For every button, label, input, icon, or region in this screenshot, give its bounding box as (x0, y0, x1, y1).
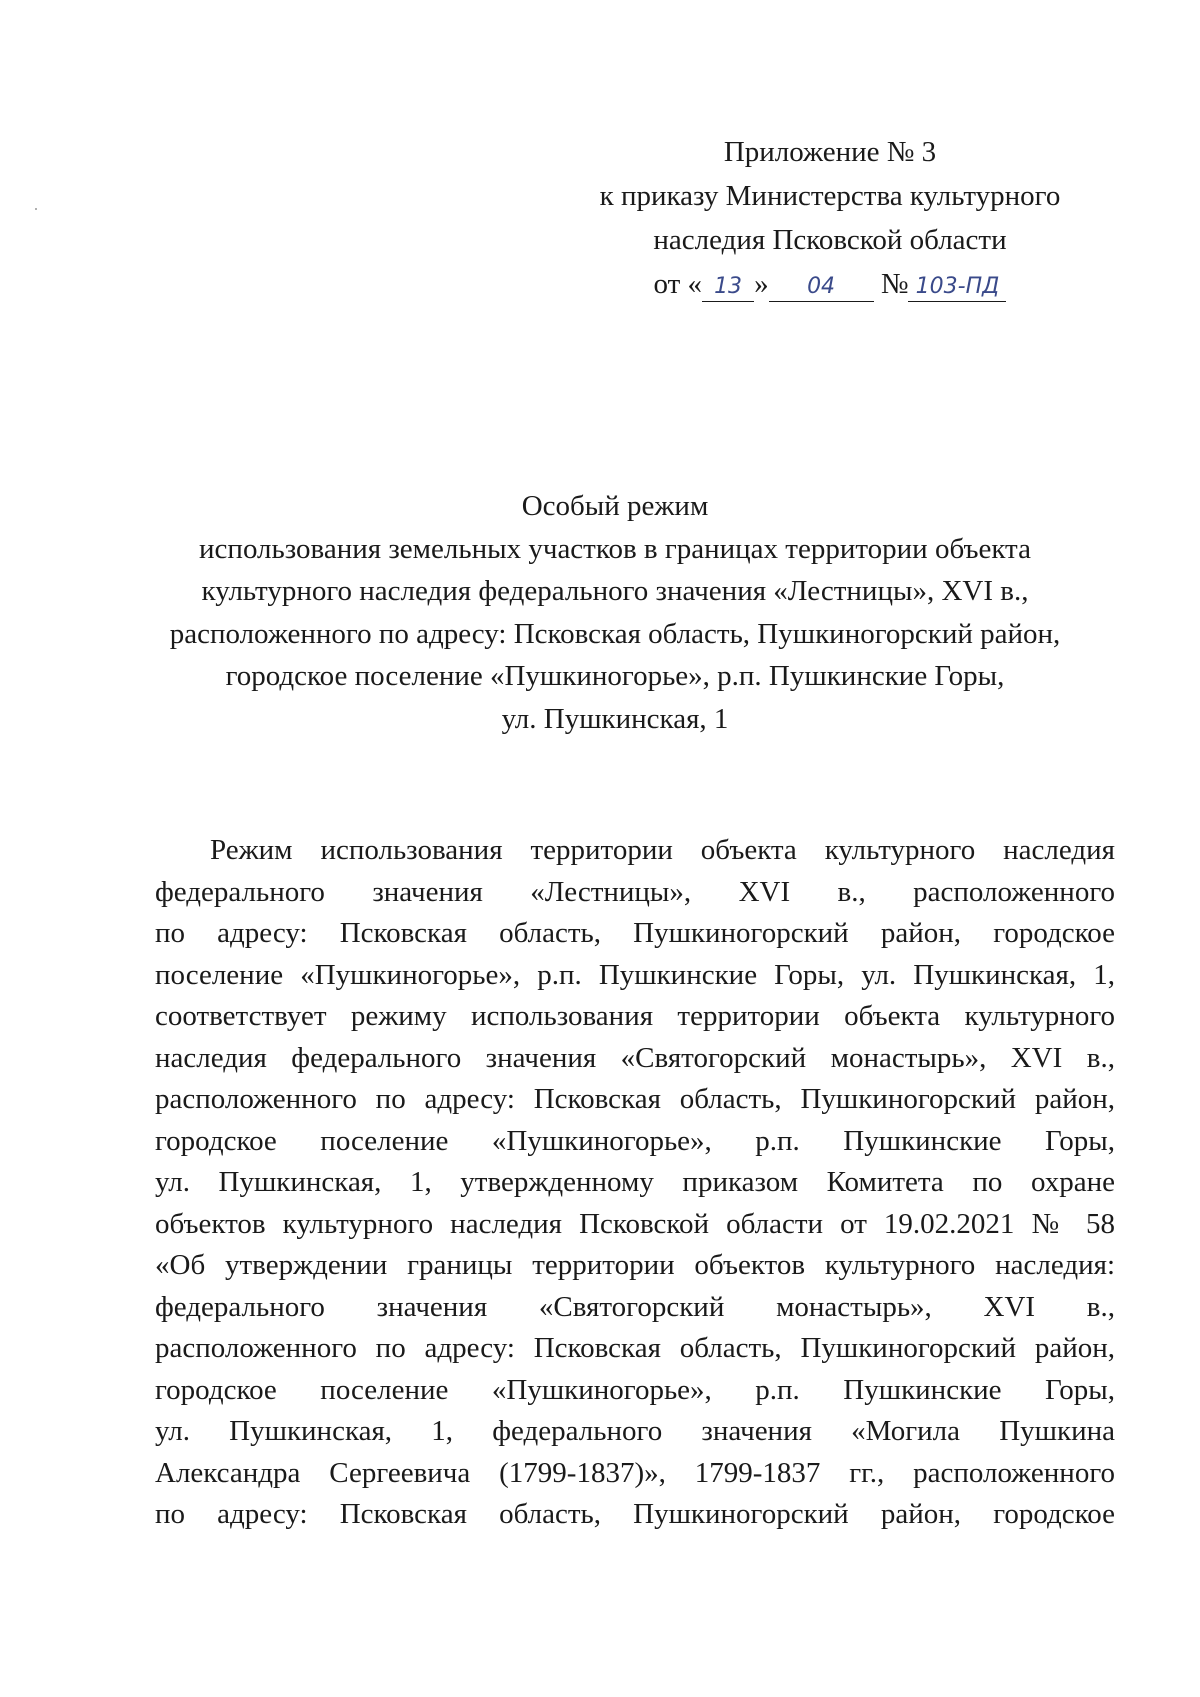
date-prefix: от « (653, 268, 703, 300)
body-line: поселение «Пушкиногорье», р.п. Пушкинские Горы, ул. Пушкинская, 1, (155, 958, 1115, 991)
body-line: по адресу: Псковская область, Пушкиногорский район, городское (155, 917, 1115, 949)
appendix-header (560, 130, 1100, 306)
title-line: расположенного по адресу: Псковская область, Пушкиногорский район, (169, 617, 1061, 650)
appendix-order-ref: к приказу Министерства культурного (599, 180, 1061, 212)
body-line: федерального значения «Святогорский монастырь», XVI в., (155, 1290, 1115, 1323)
appendix-number: Приложение № 3 (723, 136, 937, 168)
body-line: соответствует режиму использования территории объекта культурного (155, 1000, 1115, 1032)
title-line: культурного наследия федерального значения «Лестницы», XVI в., (201, 575, 1029, 607)
body-line: «Об утверждении границы территории объектов культурного наследия: (155, 1249, 1115, 1281)
title-line: использования земельных участков в границах территории объекта (199, 532, 1031, 565)
appendix-ministry: наследия Псковской области (653, 224, 1007, 256)
body-line: городское поселение «Пушкиногорье», р.п. Пушкинские Горы, (155, 1373, 1115, 1406)
number-label: № (880, 268, 909, 300)
body-line: объектов культурного наследия Псковской области от 19.02.2021 № 58 (155, 1207, 1115, 1240)
order-month-handwritten: 04 (769, 273, 874, 302)
body-line: федерального значения «Лестницы», XVI в., расположенного (155, 875, 1115, 908)
order-day-handwritten: 13 (702, 273, 754, 302)
title-line: городское поселение «Пушкиногорье», р.п. Пушкинские Горы, (225, 660, 1005, 692)
body-line: Режим использования территории объекта культурного наследия (210, 834, 1115, 866)
body-line: ул. Пушкинская, 1, федерального значения «Могила Пушкина (155, 1415, 1115, 1447)
order-number-handwritten: 103-ПД (908, 273, 1006, 302)
document-title (130, 485, 1100, 740)
body-line: расположенного по адресу: Псковская область, Пушкиногорский район, (155, 1083, 1115, 1115)
body-paragraph (155, 830, 1115, 1536)
title-line: ул. Пушкинская, 1 (501, 702, 729, 735)
body-line: по адресу: Псковская область, Пушкиногорский район, городское (155, 1498, 1115, 1530)
title-line: Особый режим (521, 490, 709, 522)
body-line: городское поселение «Пушкиногорье», р.п. Пушкинские Горы, (155, 1124, 1115, 1157)
body-line: наследия федерального значения «Святогорский монастырь», XVI в., (155, 1041, 1115, 1074)
scan-speck (35, 208, 37, 210)
body-line: расположенного по адресу: Псковская область, Пушкиногорский район, (155, 1332, 1115, 1364)
order-date-number-line (560, 262, 1100, 306)
body-line: Александра Сергеевича (1799-1837)», 1799-1837 гг., расположенного (155, 1456, 1115, 1489)
date-close-quote: » (754, 268, 769, 300)
body-line: ул. Пушкинская, 1, утвержденному приказом Комитета по охране (155, 1166, 1115, 1198)
